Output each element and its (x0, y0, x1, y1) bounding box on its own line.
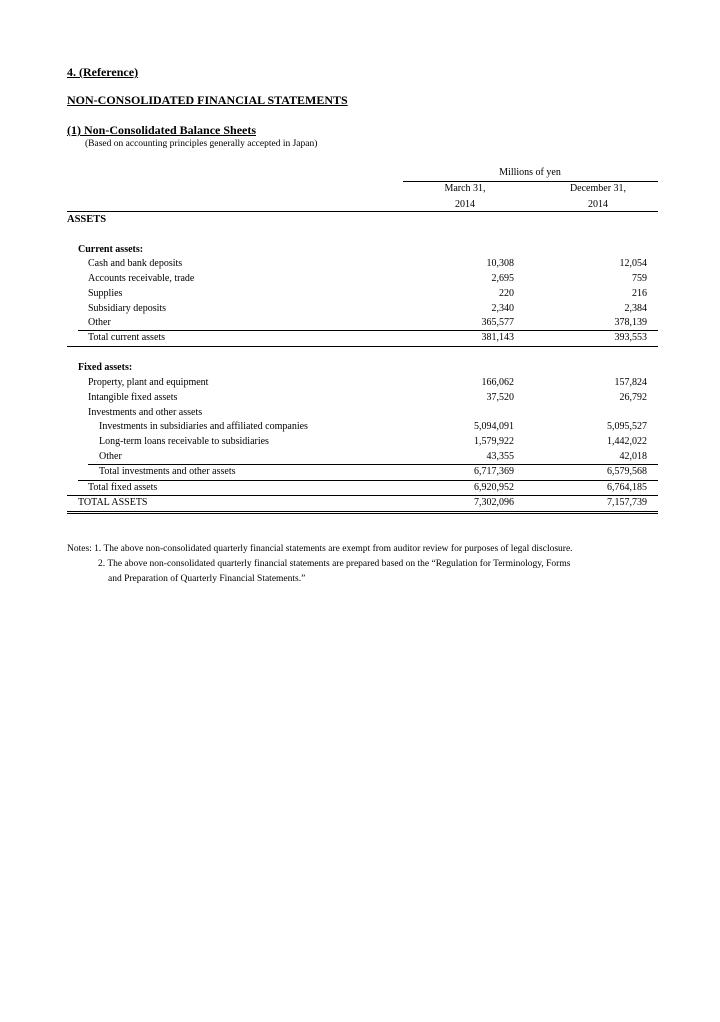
value-march: 6,920,952 (474, 482, 514, 493)
row-label: Subsidiary deposits (88, 303, 167, 314)
unit-label: Millions of yen (499, 167, 561, 178)
col-december-line2: 2014 (588, 199, 608, 210)
total-current-row (0, 332, 720, 347)
value-december: 2,384 (624, 303, 647, 314)
value-december: 393,553 (614, 332, 647, 343)
row-label: Accounts receivable, trade (88, 273, 195, 284)
total-investments-row (0, 466, 720, 481)
reference-heading: 4. (Reference) (67, 65, 139, 79)
col-march-line2: 2014 (455, 199, 475, 210)
total-assets-row (0, 497, 720, 512)
row-label: Other (99, 451, 122, 462)
table-row (0, 377, 720, 392)
note-2: 2. The above non-consolidated quarterly financial statements are prepared based on the “Regulation for Terminology, Forms (98, 559, 571, 569)
table-row (0, 436, 720, 451)
row-label: Total fixed assets (88, 482, 158, 493)
row-label: Supplies (88, 288, 123, 299)
value-march: 43,355 (486, 451, 514, 462)
col-december-line1: December 31, (569, 183, 627, 194)
value-december: 216 (632, 288, 647, 299)
value-december: 7,157,739 (607, 497, 647, 508)
unit-underline (403, 181, 658, 182)
value-december: 5,095,527 (607, 421, 647, 432)
total-double-rule-top (67, 511, 658, 512)
value-december: 6,579,568 (607, 466, 647, 477)
section-rule (67, 346, 658, 347)
table-row (0, 392, 720, 407)
value-december: 157,824 (614, 377, 647, 388)
value-march: 10,308 (486, 258, 514, 269)
total-double-rule-bottom (67, 513, 658, 514)
assets-heading: ASSETS (67, 214, 107, 225)
row-label: TOTAL ASSETS (78, 497, 148, 508)
value-december: 12,054 (619, 258, 647, 269)
col-march-line1: March 31, (444, 183, 486, 194)
row-label: Total investments and other assets (99, 466, 236, 477)
note-2-continued: and Preparation of Quarterly Financial Statements.” (108, 574, 306, 584)
value-december: 26,792 (619, 392, 647, 403)
value-march: 1,579,922 (474, 436, 514, 447)
value-march: 381,143 (481, 332, 514, 343)
header-rule (67, 211, 658, 212)
value-march: 365,577 (481, 317, 514, 328)
row-label: Investments in subsidiaries and affiliated companies (99, 421, 308, 432)
value-march: 2,340 (491, 303, 514, 314)
table-row (0, 288, 720, 303)
row-label: Property, plant and equipment (88, 377, 209, 388)
value-december: 6,764,185 (607, 482, 647, 493)
section-heading: (1) Non-Consolidated Balance Sheets (67, 123, 257, 137)
table-row (0, 258, 720, 273)
subtotal-rule (67, 495, 658, 496)
fixed-assets-heading: Fixed assets: (78, 362, 133, 373)
row-label: Intangible fixed assets (88, 392, 178, 403)
value-march: 37,520 (486, 392, 514, 403)
subtotal-rule (88, 464, 658, 465)
table-row (0, 303, 720, 318)
document-title: NON-CONSOLIDATED FINANCIAL STATEMENTS (67, 93, 348, 107)
current-assets-heading: Current assets: (78, 244, 144, 255)
subtotal-rule (78, 480, 658, 481)
row-label: Cash and bank deposits (88, 258, 183, 269)
value-march: 6,717,369 (474, 466, 514, 477)
value-march: 166,062 (481, 377, 514, 388)
value-december: 42,018 (619, 451, 647, 462)
note-1: Notes: 1. The above non-consolidated quarterly financial statements are exempt from auditor review for purposes of legal disclosure. (67, 544, 573, 554)
row-label: Long-term loans receivable to subsidiaries (99, 436, 269, 447)
value-december: 378,139 (614, 317, 647, 328)
investments-heading: Investments and other assets (88, 407, 203, 418)
table-row (0, 273, 720, 288)
row-label: Other (88, 317, 111, 328)
value-december: 759 (632, 273, 647, 284)
value-march: 7,302,096 (474, 497, 514, 508)
table-row (0, 421, 720, 436)
value-march: 5,094,091 (474, 421, 514, 432)
row-label: Total current assets (88, 332, 166, 343)
basis-note: (Based on accounting principles generally accepted in Japan) (85, 139, 318, 149)
value-march: 2,695 (491, 273, 514, 284)
value-march: 220 (499, 288, 514, 299)
value-december: 1,442,022 (607, 436, 647, 447)
subtotal-rule (78, 330, 658, 331)
